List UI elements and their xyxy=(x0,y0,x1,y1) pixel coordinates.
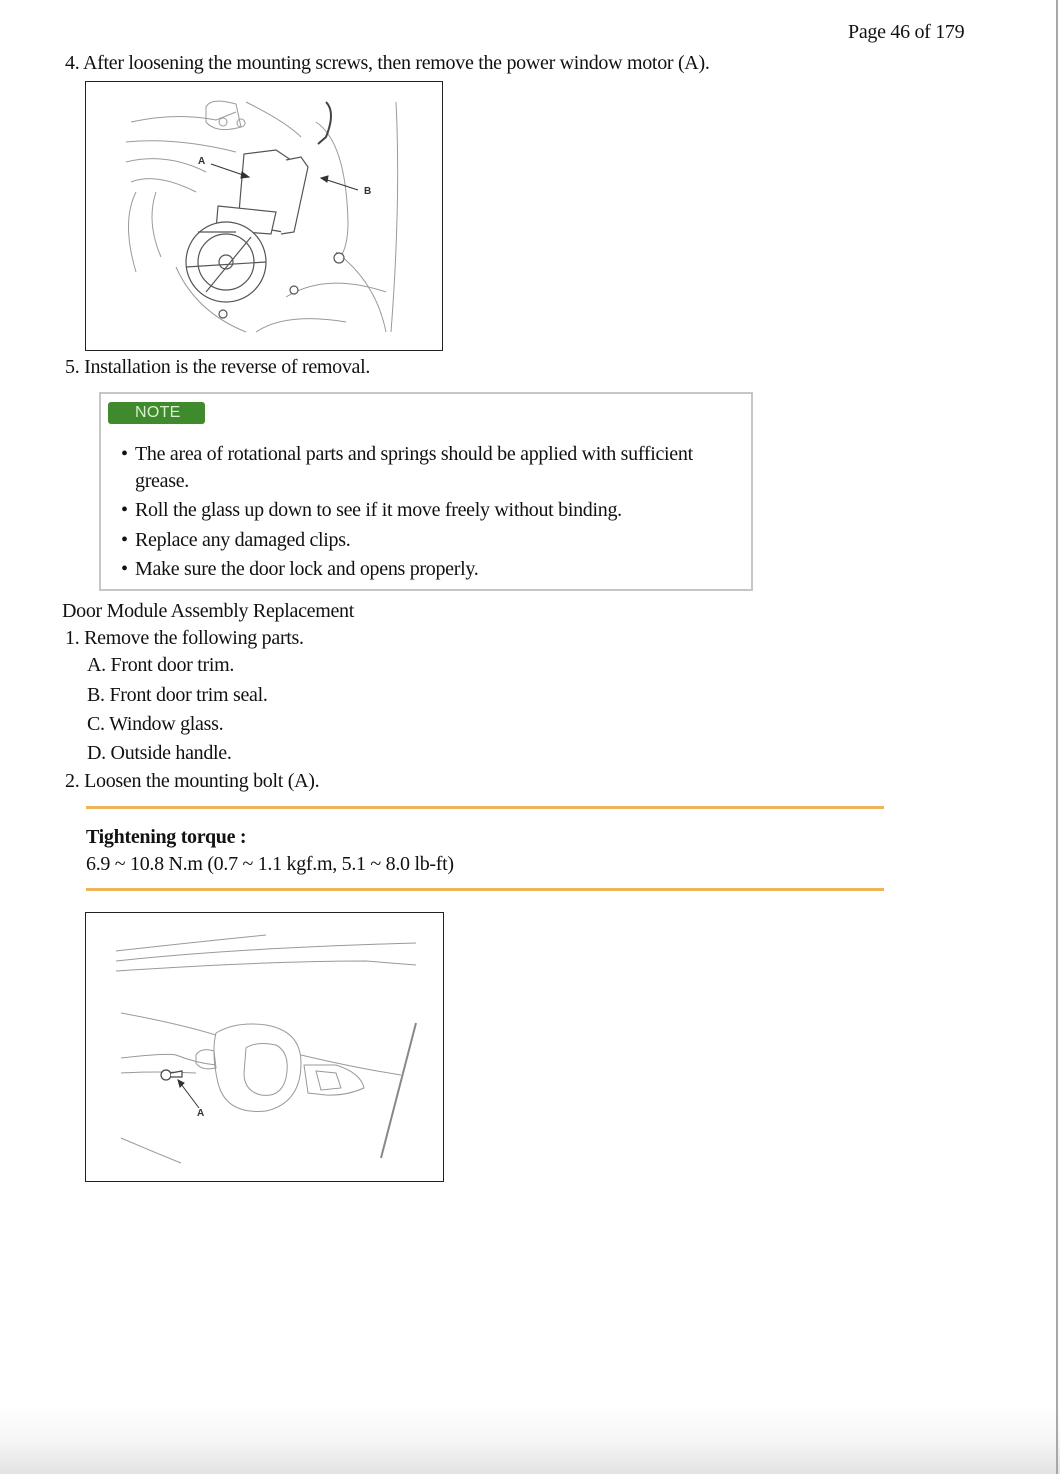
section-step-1: 1. Remove the following parts. xyxy=(65,627,304,649)
callout-a: A xyxy=(197,1108,205,1119)
part-item: C. Window glass. xyxy=(87,713,224,735)
step-4 xyxy=(65,51,710,75)
spec-top-rule xyxy=(86,806,884,809)
step-number: 4. xyxy=(65,52,80,74)
section-step-2: 2. Loosen the mounting bolt (A). xyxy=(65,770,320,792)
torque-value: 6.9 ~ 10.8 N.m (0.7 ~ 1.1 kgf.m, 5.1 ~ 8.0 lb-ft) xyxy=(86,853,454,875)
bullet-icon: • xyxy=(121,529,128,551)
callout-a: A xyxy=(198,156,206,167)
power-window-motor-figure xyxy=(85,81,443,351)
bullet-icon: • xyxy=(121,443,128,465)
note-item: • Replace any damaged clips. xyxy=(121,529,351,551)
note-box xyxy=(99,392,753,591)
motor-illustration xyxy=(86,82,442,350)
note-item: • The area of rotational parts and springs should be applied with sufficient grease. xyxy=(121,443,693,492)
note-item: • Make sure the door lock and opens properly. xyxy=(121,558,479,580)
callout-b: B xyxy=(364,186,372,197)
part-item: A. Front door trim. xyxy=(87,654,235,676)
bullet-icon: • xyxy=(121,499,128,521)
step-text: After loosening the mounting screws, then remove the power window motor (A). xyxy=(83,52,710,74)
page-indicator: Page 46 of 179 xyxy=(848,21,965,43)
step-text: Installation is the reverse of removal. xyxy=(84,356,371,378)
torque-label: Tightening torque : xyxy=(86,826,247,848)
note-item: • Roll the glass up down to see if it move freely without binding. xyxy=(121,499,622,521)
bullet-icon: • xyxy=(121,558,128,580)
step-number: 5. xyxy=(65,356,80,378)
spec-bottom-rule xyxy=(86,888,884,891)
page-edge xyxy=(1056,0,1058,1474)
section-title: Door Module Assembly Replacement xyxy=(62,600,355,622)
door-module-bolt-figure xyxy=(85,912,444,1182)
note-badge: NOTE xyxy=(108,402,205,424)
step-5 xyxy=(65,355,370,379)
part-item: D. Outside handle. xyxy=(87,742,232,764)
part-item: B. Front door trim seal. xyxy=(87,684,268,706)
door-module-illustration xyxy=(86,913,443,1181)
